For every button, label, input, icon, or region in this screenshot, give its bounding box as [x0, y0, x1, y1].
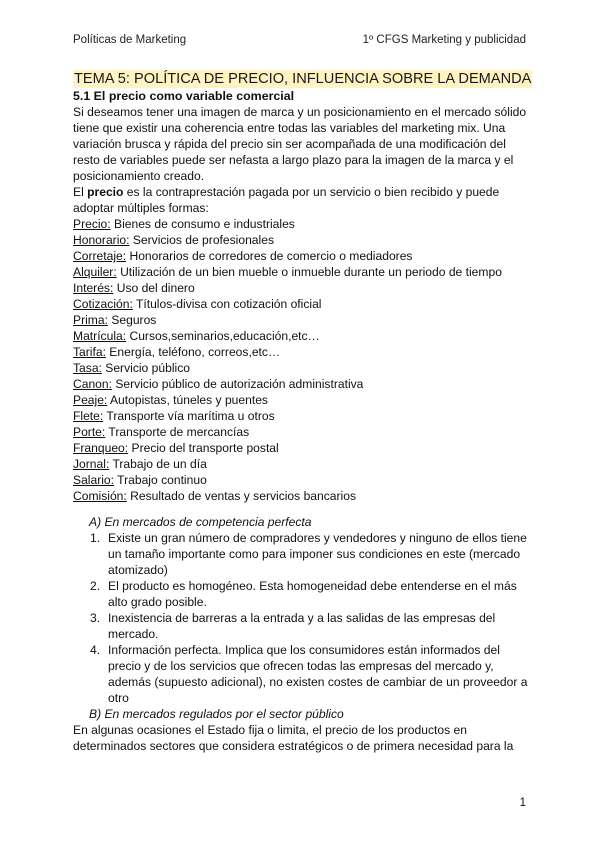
price-form-item — [73, 280, 528, 296]
price-form-item — [73, 232, 528, 248]
price-form-item — [73, 424, 528, 440]
price-form-desc: Servicio público de autorización administrativa — [112, 377, 364, 391]
list-item-number: 1. — [90, 531, 101, 545]
price-form-term: Precio: — [73, 217, 111, 231]
section-subtitle: 5.1 El precio como variable comercial — [73, 89, 295, 103]
page-number: 1 — [519, 797, 526, 809]
page-title: TEMA 5: POLÍTICA DE PRECIO, INFLUENCIA SOBRE LA DEMANDA — [74, 71, 532, 87]
price-form-item — [73, 440, 528, 456]
price-form-item — [73, 328, 528, 344]
price-form-item — [73, 456, 528, 472]
price-form-item — [73, 344, 528, 360]
price-form-desc: Títulos-divisa con cotización oficial — [132, 297, 322, 311]
price-form-item — [73, 488, 528, 504]
price-form-term: Porte: — [73, 425, 106, 439]
price-form-item — [73, 296, 528, 312]
list-item-text: Existe un gran número de compradores y vendedores y ninguno de ellos tiene un tamaño importante como para imponer sus condiciones en este (mercado atomizado) — [108, 531, 527, 577]
price-form-term: Peaje: — [73, 393, 108, 407]
price-form-term: Prima: — [73, 313, 108, 327]
list-item-text: Información perfecta. Implica que los consumidores están informados del precio y de los servicios que ofrecen todas las empresas del mercado y, además (supuesto adicional), no existen costes de cambiar de un proveedor a otro — [108, 643, 528, 705]
list-item — [73, 530, 528, 578]
list-item-number: 2. — [90, 579, 101, 593]
price-form-item — [73, 376, 528, 392]
price-form-term: Corretaje: — [73, 249, 127, 263]
list-item — [73, 578, 528, 610]
price-form-desc: Servicios de profesionales — [129, 233, 274, 247]
price-form-desc: Uso del dinero — [113, 281, 195, 295]
price-form-term: Salario: — [73, 473, 115, 487]
list-item-number: 4. — [90, 643, 101, 657]
price-form-term: Matrícula: — [73, 329, 127, 343]
price-form-desc: Resultado de ventas y servicios bancarios — [126, 489, 357, 503]
list-item — [73, 642, 528, 706]
price-def-before: El — [73, 185, 88, 199]
price-form-term: Tasa: — [73, 361, 102, 375]
section-a-heading: A) En mercados de competencia perfecta — [89, 515, 312, 529]
price-form-desc: Honorarios de corredores de comercio o mediadores — [126, 249, 413, 263]
section-b-paragraph: En algunas ocasiones el Estado fija o limita, el precio de los productos en determinados sectores que considera estratégicos o de primera necesidad para la — [73, 723, 514, 753]
price-form-desc: Utilización de un bien mueble o inmueble durante un periodo de tiempo — [116, 265, 502, 279]
header-right: 1º CFGS Marketing y publicidad — [362, 34, 526, 46]
list-item-text: Inexistencia de barreras a la entrada y a las salidas de las empresas del mercado. — [108, 611, 496, 641]
price-def-after: es la contraprestación pagada por un servicio o bien recibido y puede adoptar múltiples formas: — [73, 185, 500, 215]
price-form-item — [73, 472, 528, 488]
price-form-term: Honorario: — [73, 233, 130, 247]
document-body — [73, 70, 532, 754]
list-item-number: 3. — [90, 611, 101, 625]
price-form-term: Alquiler: — [73, 265, 117, 279]
price-form-item — [73, 408, 528, 424]
price-form-term: Tarifa: — [73, 345, 106, 359]
price-form-desc: Trabajo de un día — [109, 457, 207, 471]
price-form-term: Comisión: — [73, 489, 127, 503]
price-form-item — [73, 360, 528, 376]
price-form-desc: Bienes de consumo e industriales — [110, 217, 295, 231]
price-definition — [73, 184, 528, 216]
section-b-heading: B) En mercados regulados por el sector público — [89, 707, 344, 721]
price-def-bold: precio — [87, 185, 124, 199]
price-form-desc: Trabajo continuo — [114, 473, 207, 487]
list-item-text: El producto es homogéneo. Esta homogeneidad debe entenderse en el más alto grado posible. — [108, 579, 517, 609]
price-form-desc: Cursos,seminarios,educación,etc… — [126, 329, 320, 343]
price-form-term: Interés: — [73, 281, 114, 295]
price-forms-list — [73, 216, 528, 504]
price-form-item — [73, 264, 528, 280]
header-left: Políticas de Marketing — [73, 34, 187, 46]
list-item — [73, 610, 528, 642]
price-form-term: Jornal: — [73, 457, 110, 471]
price-form-desc: Transporte de mercancías — [105, 425, 250, 439]
intro-paragraph: Si deseamos tener una imagen de marca y un posicionamiento en el mercado sólido tiene que existir una coherencia entre todas las variables del marketing mix. Una variación brusca y rápida del precio sin ser acompañada de una modificación del resto de variables puede ser nefasta a largo plazo para la imagen de la marca y el posicionamiento creado. — [73, 105, 527, 183]
price-form-item — [73, 312, 528, 328]
price-form-desc: Autopistas, túneles y puentes — [107, 393, 268, 407]
price-form-desc: Seguros — [107, 313, 157, 327]
price-form-term: Franqueo: — [73, 441, 129, 455]
price-form-item — [73, 392, 528, 408]
price-form-desc: Servicio público — [101, 361, 190, 375]
price-form-item — [73, 248, 528, 264]
price-form-term: Flete: — [73, 409, 104, 423]
price-form-term: Cotización: — [73, 297, 133, 311]
price-form-desc: Energía, teléfono, correos,etc… — [105, 345, 281, 359]
price-form-desc: Transporte vía marítima u otros — [103, 409, 275, 423]
section-a-list — [73, 530, 528, 706]
price-form-term: Canon: — [73, 377, 112, 391]
price-form-desc: Precio del transporte postal — [128, 441, 279, 455]
price-form-item — [73, 216, 528, 232]
